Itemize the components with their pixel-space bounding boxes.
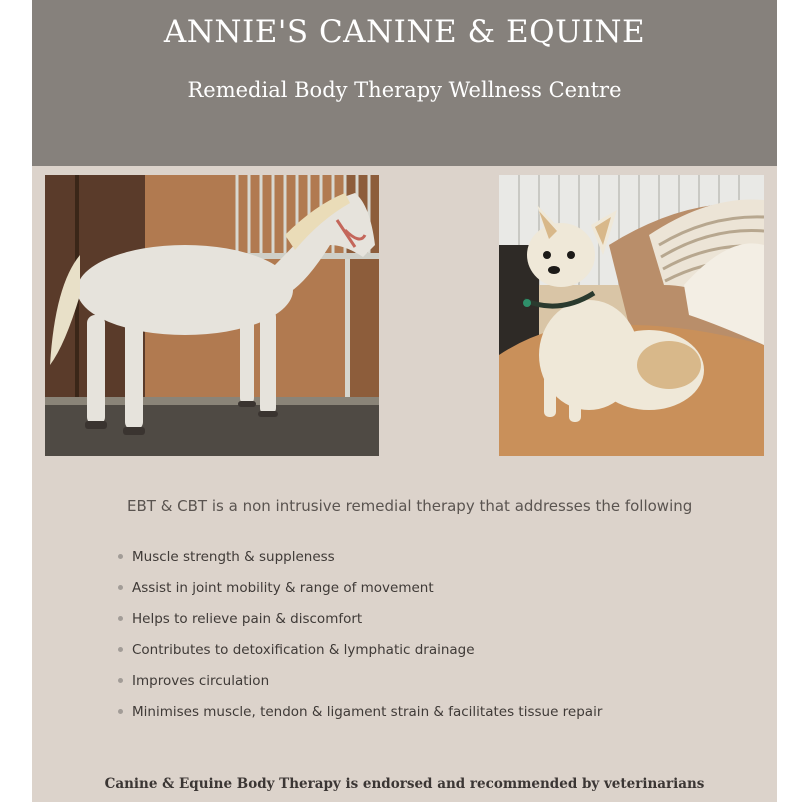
bullet-icon bbox=[118, 647, 123, 652]
benefit-text: Minimises muscle, tendon & ligament strain & facilitates tissue repair bbox=[132, 704, 603, 720]
benefit-text: Helps to relieve pain & discomfort bbox=[132, 611, 363, 627]
list-item bbox=[114, 546, 602, 577]
list-item bbox=[114, 608, 602, 639]
bullet-icon bbox=[118, 678, 123, 683]
bullet-icon bbox=[118, 554, 123, 559]
dog-photo bbox=[499, 175, 764, 456]
benefit-text: Contributes to detoxification & lymphatic drainage bbox=[132, 642, 475, 658]
bullet-icon bbox=[118, 616, 123, 621]
list-item bbox=[114, 577, 602, 608]
endorsement-text: Canine & Equine Body Therapy is endorsed and recommended by veterinarians bbox=[104, 776, 705, 792]
list-item bbox=[114, 701, 602, 732]
benefit-text: Muscle strength & suppleness bbox=[132, 549, 335, 565]
list-item bbox=[114, 670, 602, 701]
bullet-icon bbox=[118, 585, 123, 590]
therapy-intro: EBT & CBT is a non intrusive remedial therapy that addresses the following bbox=[127, 497, 693, 515]
list-item bbox=[114, 639, 602, 670]
header-banner bbox=[32, 0, 777, 166]
page-title: ANNIE'S CANINE & EQUINE bbox=[163, 14, 646, 50]
content-panel bbox=[32, 0, 777, 802]
benefit-text: Improves circulation bbox=[132, 673, 270, 689]
horse-photo bbox=[45, 175, 379, 456]
benefits-list bbox=[114, 546, 602, 732]
bullet-icon bbox=[118, 709, 123, 714]
benefit-text: Assist in joint mobility & range of movement bbox=[132, 580, 434, 596]
page-subtitle: Remedial Body Therapy Wellness Centre bbox=[187, 78, 622, 102]
